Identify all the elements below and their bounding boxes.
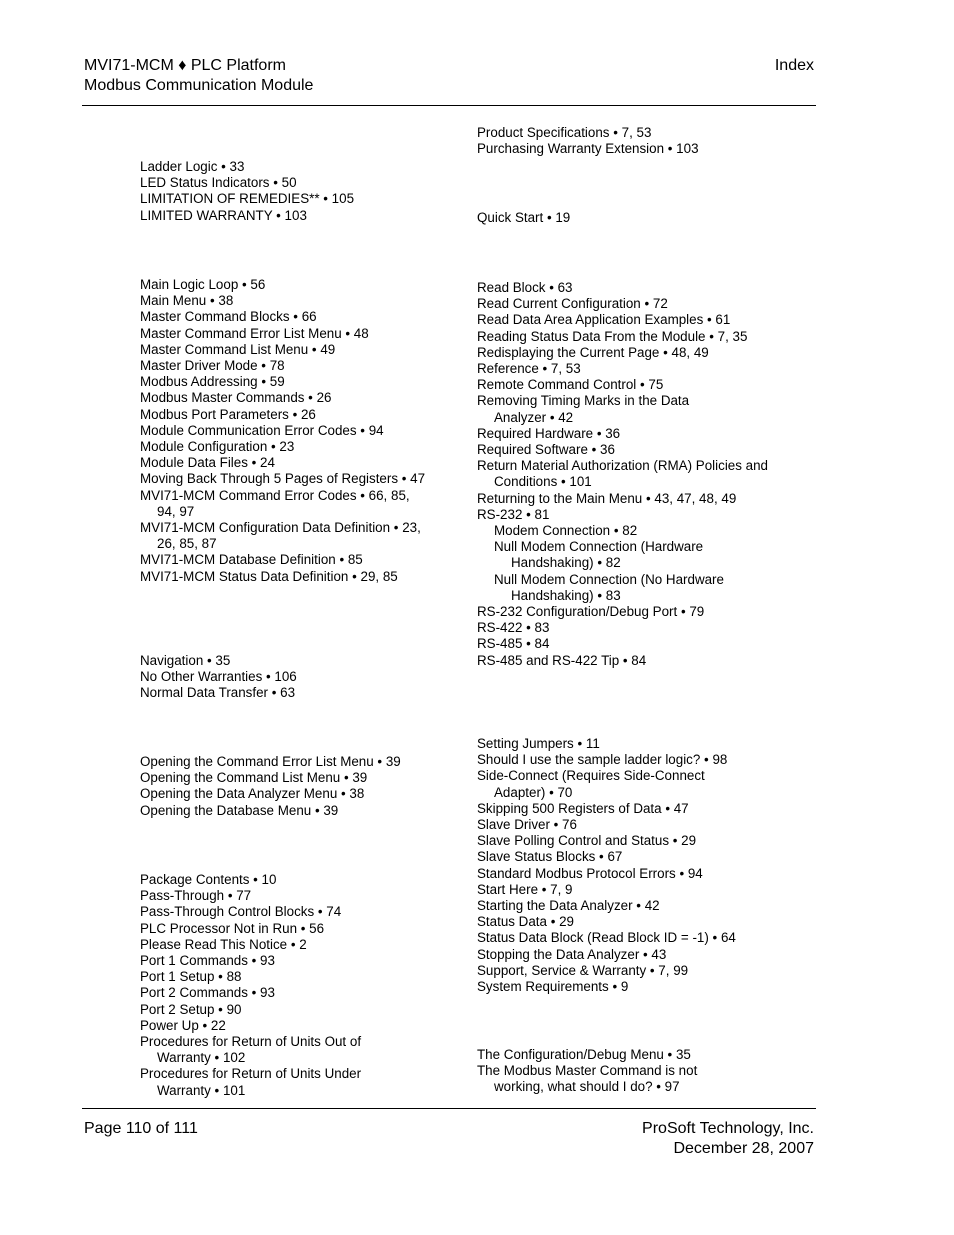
index-entry: Read Current Configuration • 72 (477, 296, 668, 312)
index-entry: Moving Back Through 5 Pages of Registers • 47 (140, 471, 426, 487)
index-entry: Setting Jumpers • 11 (477, 736, 600, 751)
index-entry: Port 2 Commands • 93 (140, 985, 275, 1001)
index-entry: Redisplaying the Current Page • 48, 49 (477, 344, 709, 360)
index-entry: Starting the Data Analyzer • 42 (477, 898, 660, 914)
index-entry: Read Block • 63 (477, 280, 573, 295)
index-entry: Module Communication Error Codes • 94 (140, 422, 384, 438)
index-entry: Master Command Blocks • 66 (140, 309, 317, 325)
footer-company: ProSoft Technology, Inc. (642, 1120, 814, 1137)
index-entry: MVI71-MCM Configuration Data Definition • 23, 26, 85, 87 (140, 520, 421, 552)
index-entry: Reading Status Data From the Module • 7, 35 (477, 328, 748, 344)
index-entry: Required Hardware • 36 (477, 425, 621, 441)
index-subentry: Null Modem Connection (No Hardware Handshaking) • 83 (494, 571, 724, 603)
index-entry: Pass-Through • 77 (140, 888, 252, 904)
header-title-line2: Modbus Communication Module (84, 77, 314, 94)
index-entry: No Other Warranties • 106 (140, 669, 297, 685)
index-group-N (140, 653, 440, 702)
index-entry: Standard Modbus Protocol Errors • 94 (477, 865, 703, 881)
index-entry: Remote Command Control • 75 (477, 377, 664, 393)
index-entry: Procedures for Return of Units Under Warranty • 101 (140, 1066, 362, 1098)
header-rule (82, 105, 816, 106)
index-entry: Reference • 7, 53 (477, 361, 581, 377)
index-group-O (140, 754, 440, 819)
index-entry: PLC Processor Not in Run • 56 (140, 920, 325, 936)
index-entry: RS-422 • 83 (477, 620, 550, 636)
index-entry: MVI71-MCM Database Definition • 85 (140, 552, 363, 568)
index-entry: Port 2 Setup • 90 (140, 1001, 242, 1017)
index-entry: RS-232 Configuration/Debug Port • 79 (477, 604, 705, 620)
index-entry: Power Up • 22 (140, 1017, 226, 1033)
index-entry: Modbus Addressing • 59 (140, 374, 285, 390)
index-entry: Module Data Files • 24 (140, 455, 275, 471)
index-entry: Main Menu • 38 (140, 293, 234, 309)
index-entry: LIMITED WARRANTY • 103 (140, 207, 307, 223)
index-entry: RS-485 and RS-422 Tip • 84 (477, 652, 647, 668)
index-entry: Purchasing Warranty Extension • 103 (477, 141, 699, 157)
index-entry: Main Logic Loop • 56 (140, 277, 266, 292)
index-entry: Normal Data Transfer • 63 (140, 685, 296, 701)
index-entry: Opening the Data Analyzer Menu • 38 (140, 786, 365, 802)
index-group-Q (477, 210, 777, 226)
index-entry: MVI71-MCM Status Data Definition • 29, 85 (140, 568, 398, 584)
index-entry: Opening the Command Error List Menu • 39 (140, 754, 401, 769)
index-group-R (477, 280, 777, 669)
index-entry: Status Data • 29 (477, 914, 574, 930)
index-entry: Navigation • 35 (140, 653, 231, 668)
index-entry: Opening the Command List Menu • 39 (140, 770, 368, 786)
index-entry: Modbus Master Commands • 26 (140, 390, 332, 406)
index-entry: Slave Driver • 76 (477, 817, 577, 833)
index-entry: System Requirements • 9 (477, 979, 629, 995)
index-entry: Start Here • 7, 9 (477, 881, 573, 897)
index-entry: Master Driver Mode • 78 (140, 358, 285, 374)
index-entry: RS-485 • 84 (477, 636, 550, 652)
index-entry: The Modbus Master Command is not working, what should I do? • 97 (477, 1063, 698, 1095)
index-entry: Returning to the Main Menu • 43, 47, 48, 49 (477, 490, 737, 506)
index-entry: RS-232 • 81 (477, 506, 550, 522)
footer-publisher (642, 1119, 814, 1159)
index-entry: Return Material Authorization (RMA) Policies and Conditions • 101 (477, 458, 768, 490)
index-entry: MVI71-MCM Command Error Codes • 66, 85, 94, 97 (140, 487, 410, 519)
index-group-M (140, 277, 440, 585)
footer-date: December 28, 2007 (673, 1140, 814, 1157)
header-title-line1: MVI71-MCM ♦ PLC Platform (84, 57, 286, 74)
index-entry: LIMITATION OF REMEDIES** • 105 (140, 191, 355, 207)
index-entry: Read Data Area Application Examples • 61 (477, 312, 731, 328)
index-entry: Stopping the Data Analyzer • 43 (477, 946, 667, 962)
index-entry: Master Command Error List Menu • 48 (140, 325, 369, 341)
index-subentry: Modem Connection • 82 (494, 523, 638, 539)
index-entry: Support, Service & Warranty • 7, 99 (477, 962, 689, 978)
header-section: Index (774, 57, 814, 74)
index-entry: Removing Timing Marks in the Data Analyzer • 42 (477, 393, 690, 425)
index-entry: Slave Polling Control and Status • 29 (477, 833, 697, 849)
index-entry: Side-Connect (Requires Side-Connect Adapter) • 70 (477, 768, 705, 800)
index-entry: Required Software • 36 (477, 442, 615, 458)
index-entry: Please Read This Notice • 2 (140, 936, 307, 952)
index-entry: Opening the Database Menu • 39 (140, 802, 339, 818)
index-entry: Slave Status Blocks • 67 (477, 849, 623, 865)
index-entry: Module Configuration • 23 (140, 439, 295, 455)
index-entry: LED Status Indicators • 50 (140, 175, 297, 191)
index-subentry: Null Modem Connection (Hardware Handshaking) • 82 (494, 539, 704, 571)
index-group-L (140, 159, 440, 224)
index-group-P (140, 872, 440, 1099)
index-entry: Package Contents • 10 (140, 872, 277, 887)
index-entry: Status Data Block (Read Block ID = -1) • 64 (477, 930, 736, 946)
index-group-P2 (477, 125, 777, 157)
footer-rule (82, 1108, 816, 1109)
index-group-T (477, 1047, 777, 1096)
index-entry: Should I use the sample ladder logic? • 98 (477, 752, 728, 768)
index-entry: Modbus Port Parameters • 26 (140, 406, 316, 422)
index-entry: Port 1 Commands • 93 (140, 953, 275, 969)
index-entry: Procedures for Return of Units Out of Warranty • 102 (140, 1034, 362, 1066)
index-entry: Pass-Through Control Blocks • 74 (140, 904, 342, 920)
index-entry: Skipping 500 Registers of Data • 47 (477, 800, 689, 816)
header-title (84, 56, 313, 96)
index-entry: Product Specifications • 7, 53 (477, 125, 652, 140)
page-number: Page 110 of 111 (84, 1120, 198, 1137)
index-entry: Master Command List Menu • 49 (140, 341, 336, 357)
index-entry: Port 1 Setup • 88 (140, 969, 242, 985)
index-entry: Quick Start • 19 (477, 210, 571, 225)
index-entry: The Configuration/Debug Menu • 35 (477, 1047, 691, 1062)
index-entry: Ladder Logic • 33 (140, 159, 245, 174)
index-group-S (477, 736, 777, 995)
